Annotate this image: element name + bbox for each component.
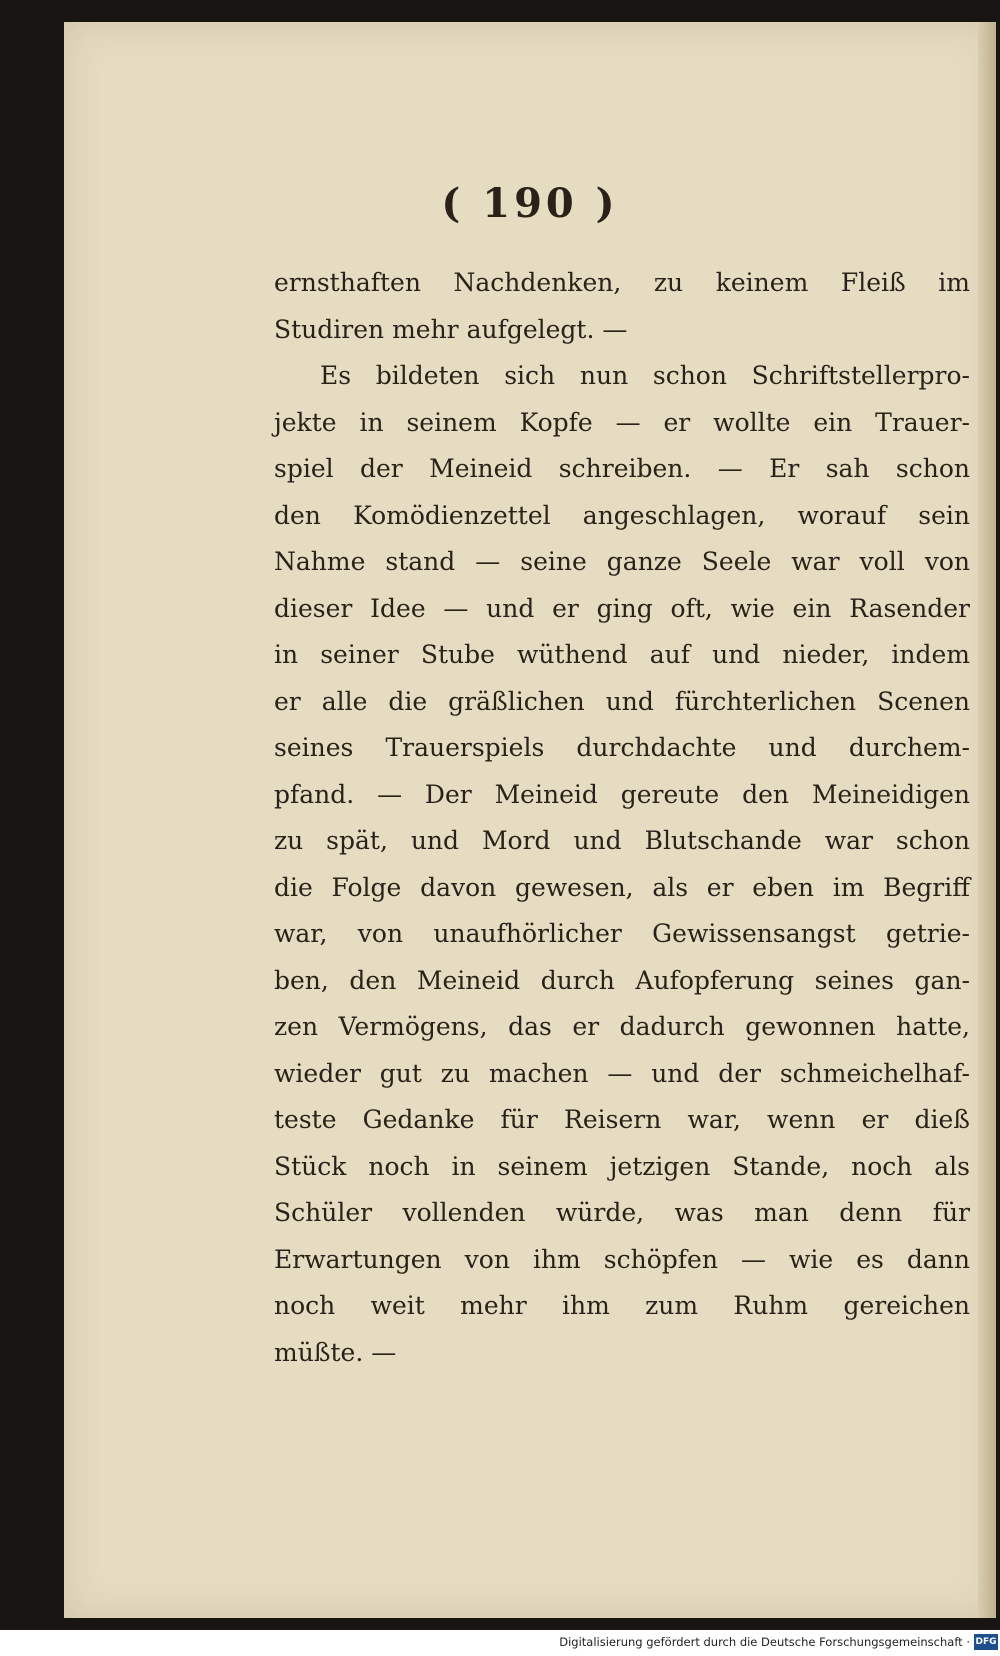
text-line: teste Gedanke für Reisern war, wenn er dieß <box>274 1105 970 1134</box>
text-line: war, von unaufhörlicher Gewissensangst getrie- <box>274 919 970 948</box>
text-line: ben, den Meineid durch Aufopferung seines gan- <box>274 965 970 995</box>
text-line: Nahme stand — seine ganze Seele war voll von <box>274 547 970 576</box>
text-line: Erwartungen von ihm schöpfen — wie es dann <box>274 1244 970 1274</box>
text-line: jekte in seinem Kopfe — er wollte ein Trauer- <box>274 407 970 437</box>
text-line: dieser Idee — und er ging oft, wie ein Rasender <box>274 593 970 623</box>
text-line: Es bildeten sich nun schon Schriftstellerpro- <box>320 361 970 390</box>
body-text <box>274 260 970 1376</box>
text-line: er alle die gräßlichen und fürchterlichen Scenen <box>274 686 970 716</box>
dfg-logo-icon: DFG <box>974 1634 998 1650</box>
paper-page <box>64 22 996 1618</box>
text-line: Schüler vollenden würde, was man denn für <box>274 1198 970 1227</box>
funding-credit: Digitalisierung gefördert durch die Deutsche Forschungsgemeinschaft · <box>559 1635 970 1649</box>
text-line: Stück noch in seinem jetzigen Stande, noch als <box>274 1151 970 1181</box>
page-number: ( 190 ) <box>441 180 619 227</box>
text-line: die Folge davon gewesen, als er eben im Begriff <box>274 872 970 902</box>
text-line: zen Vermögens, das er dadurch gewonnen hatte, <box>274 1012 970 1041</box>
text-line: ernsthaften Nachdenken, zu keinem Fleiß im <box>274 268 970 297</box>
text-line: wieder gut zu machen — und der schmeichelhaf- <box>274 1058 970 1088</box>
text-line: Studiren mehr aufgelegt. — <box>274 314 628 344</box>
text-line: pfand. — Der Meineid gereute den Meineidigen <box>274 779 970 809</box>
text-line: zu spät, und Mord und Blutschande war schon <box>274 826 970 855</box>
text-line: in seiner Stube wüthend auf und nieder, indem <box>274 640 970 669</box>
text-line: müßte. — <box>274 1337 397 1367</box>
text-line: noch weit mehr ihm zum Ruhm gereichen <box>274 1291 970 1320</box>
text-line: seines Trauerspiels durchdachte und durchem- <box>274 733 970 762</box>
digitization-footer <box>0 1630 1000 1656</box>
text-line: spiel der Meineid schreiben. — Er sah schon <box>274 454 970 483</box>
text-line: den Komödienzettel angeschlagen, worauf sein <box>274 500 970 530</box>
page-edge <box>978 22 996 1618</box>
